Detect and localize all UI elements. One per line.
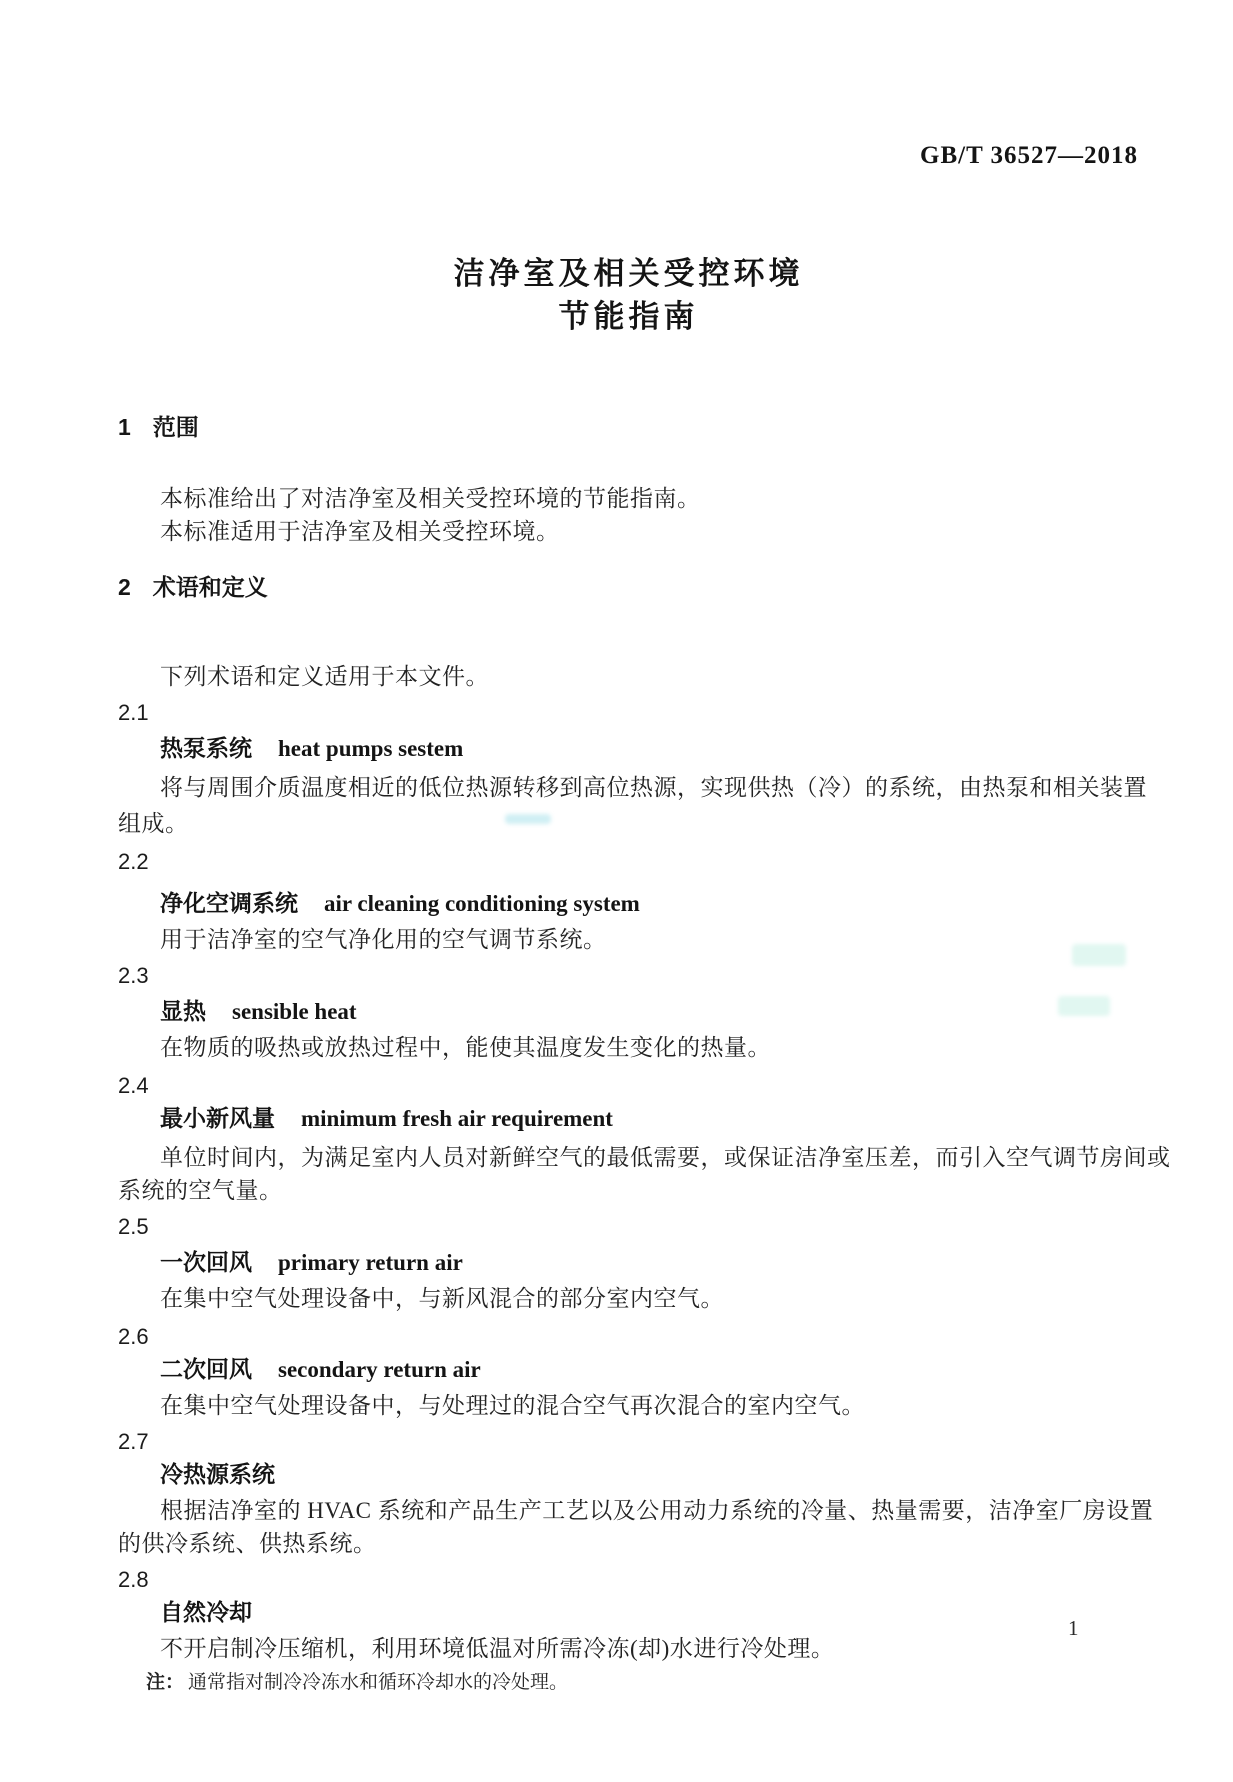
term-definition-line: 组成。 [118, 811, 189, 836]
standard-number: GB/T 36527—2018 [920, 142, 1139, 169]
clause-1-paragraph-line: 本标准给出了对洁净室及相关受控环境的节能指南。 [160, 486, 701, 511]
term-number: 2.2 [118, 849, 149, 874]
term-chinese: 热泵系统 [160, 735, 252, 761]
clause-2-heading [118, 573, 1123, 601]
term-definition-line: 将与周围介质温度相近的低位热源转移到高位热源，实现供热（冷）的系统，由热泵和相关装置 [160, 775, 1147, 800]
clause-2-intro: 下列术语和定义适用于本文件。 [160, 664, 489, 689]
term-english: minimum fresh air requirement [301, 1106, 613, 1131]
clause-2-number: 2 [118, 574, 131, 600]
term-definition-line: 在集中空气处理设备中，与新风混合的部分室内空气。 [160, 1286, 724, 1311]
term-chinese: 冷热源系统 [160, 1461, 275, 1487]
term-line [118, 887, 1123, 923]
note-label: 注： [146, 1672, 185, 1693]
term-line [118, 1596, 1123, 1632]
term-number: 2.7 [118, 1429, 149, 1454]
document-title [12, 0, 1233, 337]
term-english: heat pumps sestem [278, 736, 464, 761]
clause-1-number: 1 [118, 414, 131, 440]
term-line [118, 1246, 1123, 1282]
term-definition-line: 的供冷系统、供热系统。 [118, 1531, 377, 1556]
term-english: secondary return air [278, 1357, 481, 1382]
term-line [118, 732, 1123, 768]
document-body [0, 413, 1233, 1698]
term-number: 2.4 [118, 1073, 149, 1098]
term-line [118, 995, 1123, 1031]
page-number: 1 [1068, 1616, 1079, 1640]
term-line [118, 1458, 1123, 1494]
clause-2-title: 术语和定义 [152, 574, 268, 600]
scan-artifact [1058, 996, 1110, 1016]
term-chinese: 自然冷却 [160, 1599, 252, 1625]
clause-1-paragraph-line: 本标准适用于洁净室及相关受控环境。 [160, 519, 560, 544]
term-number: 2.3 [118, 963, 149, 988]
term-definition-line: 系统的空气量。 [118, 1178, 283, 1203]
term-number: 2.6 [118, 1324, 149, 1349]
term-english: primary return air [278, 1250, 463, 1275]
term-english: air cleaning conditioning system [324, 891, 640, 916]
clause-1-title: 范围 [152, 414, 199, 440]
term-definition-line: 根据洁净室的 HVAC 系统和产品生产工艺以及公用动力系统的冷量、热量需要，洁净室厂房设置 [160, 1498, 1154, 1523]
term-chinese: 一次回风 [160, 1249, 252, 1275]
document-title-line1: 洁净室及相关受控环境 [453, 256, 804, 291]
term-english: sensible heat [232, 999, 357, 1024]
note-text: 通常指对制冷冷冻水和循环冷却水的冷处理。 [188, 1672, 569, 1693]
clause-1-heading [118, 413, 1123, 441]
term-number: 2.8 [118, 1567, 149, 1592]
term-definition-line: 在集中空气处理设备中，与处理过的混合空气再次混合的室内空气。 [160, 1393, 865, 1418]
term-chinese: 二次回风 [160, 1356, 252, 1382]
term-definition-line: 单位时间内，为满足室内人员对新鲜空气的最低需要，或保证洁净室压差，而引入空气调节房间或 [160, 1145, 1171, 1170]
term-definition-line: 不开启制冷压缩机，利用环境低温对所需冷冻(却)水进行冷处理。 [160, 1636, 835, 1661]
term-definition-line: 在物质的吸热或放热过程中，能使其温度发生变化的热量。 [160, 1035, 771, 1060]
scan-artifact [1072, 944, 1126, 966]
term-line [118, 1353, 1123, 1389]
term-chinese: 净化空调系统 [160, 890, 298, 916]
term-number: 2.1 [118, 700, 149, 725]
term-chinese: 显热 [160, 998, 206, 1024]
document-title-line2: 节能指南 [558, 299, 699, 334]
term-chinese: 最小新风量 [160, 1105, 275, 1131]
term-definition-line: 用于洁净室的空气净化用的空气调节系统。 [160, 927, 607, 952]
scan-artifact [505, 814, 551, 824]
term-number: 2.5 [118, 1214, 149, 1239]
term-line [118, 1102, 1123, 1138]
term-note [118, 1668, 1123, 1698]
